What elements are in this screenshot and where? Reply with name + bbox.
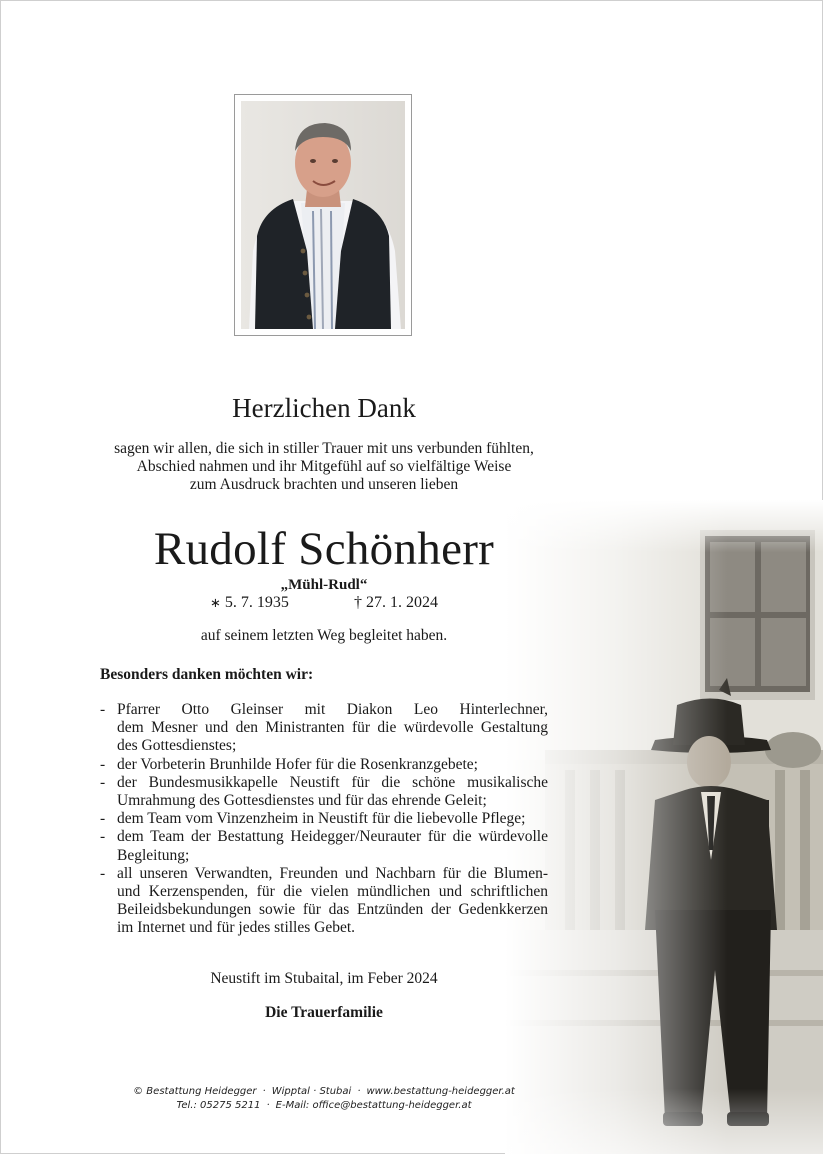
footer-separator: ·	[357, 1086, 361, 1097]
death-date-value: 27. 1. 2024	[366, 594, 438, 611]
footer-copyright: © Bestattung Heidegger	[133, 1086, 257, 1097]
list-marker: -	[100, 701, 106, 718]
list-marker: -	[100, 773, 106, 791]
footer-line-1	[100, 1086, 548, 1097]
list-line: der Vorbeterin Brunhilde Hofer für die Rosenkranzgebete;	[117, 755, 478, 773]
deceased-nickname: „Mühl-Rudl“	[280, 577, 368, 593]
death-date	[354, 594, 438, 612]
list-line: Beileidsbekundungen sowie für das Entzünden der Gedenkkerzen	[117, 901, 548, 919]
birth-date	[210, 594, 289, 612]
list-item	[100, 774, 548, 810]
list-item	[100, 865, 548, 938]
list-line: des Gottesdienstes;	[117, 737, 237, 755]
portrait-image	[241, 101, 405, 329]
list-line: Umrahmung des Gottesdienstes und für das ehrende Geleit;	[117, 792, 487, 810]
list-line: dem Mesner und den Ministranten für die würdevolle Gestaltung	[117, 719, 548, 737]
footer-line-2	[100, 1100, 548, 1111]
background-photo	[505, 500, 823, 1154]
footer-region: Wipptal · Stubai	[271, 1086, 352, 1097]
thanks-list	[100, 701, 548, 938]
list-line: und Kerzenspenden, für die vielen mündlichen und schriftlichen	[117, 883, 548, 901]
birth-star-icon: ∗	[210, 595, 221, 610]
portrait-frame	[234, 94, 412, 336]
intro-text	[100, 440, 548, 494]
portrait-photo	[241, 101, 405, 329]
list-marker: -	[100, 864, 106, 882]
thanks-heading: Besonders danken möchten wir:	[100, 666, 314, 683]
list-line: der Bundesmusikkapelle Neustift für die schöne musikalische	[117, 773, 548, 791]
list-marker: -	[100, 810, 106, 828]
birth-date-value: 5. 7. 1935	[224, 594, 289, 611]
footer-website-link[interactable]: www.bestattung-heidegger.at	[366, 1086, 515, 1097]
intro-line: zum Ausdruck brachten und unseren lieben	[189, 476, 459, 493]
list-line: dem Team der Bestattung Heidegger/Neurauter für die würdevolle	[117, 828, 548, 846]
vintage-man-image	[505, 500, 823, 1154]
list-item	[100, 701, 548, 756]
intro-line: sagen wir allen, die sich in stiller Trauer mit uns verbunden fühlten,	[114, 440, 534, 457]
list-line: all unseren Verwandten, Freunden und Nachbarn für die Blumen-	[117, 864, 548, 882]
signature: Die Trauerfamilie	[265, 1004, 383, 1021]
intro-line: Abschied nahmen und ihr Mitgefühl auf so vielfältige Weise	[136, 458, 512, 475]
list-line: Begleitung;	[117, 846, 190, 864]
list-marker: -	[100, 755, 106, 773]
death-cross-icon: †	[354, 594, 362, 611]
list-item	[100, 756, 548, 774]
deceased-name: Rudolf Schönherr	[153, 523, 495, 575]
accompanied-text: auf seinem letzten Weg begleitet haben.	[200, 627, 448, 644]
footer-separator: ·	[266, 1100, 270, 1111]
list-marker: -	[100, 828, 106, 846]
footer-separator: ·	[262, 1086, 266, 1097]
heading: Herzlichen Dank	[232, 393, 416, 423]
list-line: dem Team vom Vinzenzheim in Neustift für die liebevolle Pflege;	[117, 810, 526, 828]
footer-email-link[interactable]: E-Mail: office@bestattung-heidegger.at	[275, 1100, 472, 1111]
list-item	[100, 828, 548, 864]
list-line: im Internet und für jedes stilles Gebet.	[117, 919, 356, 937]
place-date: Neustift im Stubaital, im Feber 2024	[210, 970, 438, 987]
list-item	[100, 810, 548, 828]
list-line: Pfarrer Otto Gleinser mit Diakon Leo Hinterlechner,	[117, 701, 548, 718]
footer-phone: Tel.: 05275 5211	[176, 1100, 261, 1111]
